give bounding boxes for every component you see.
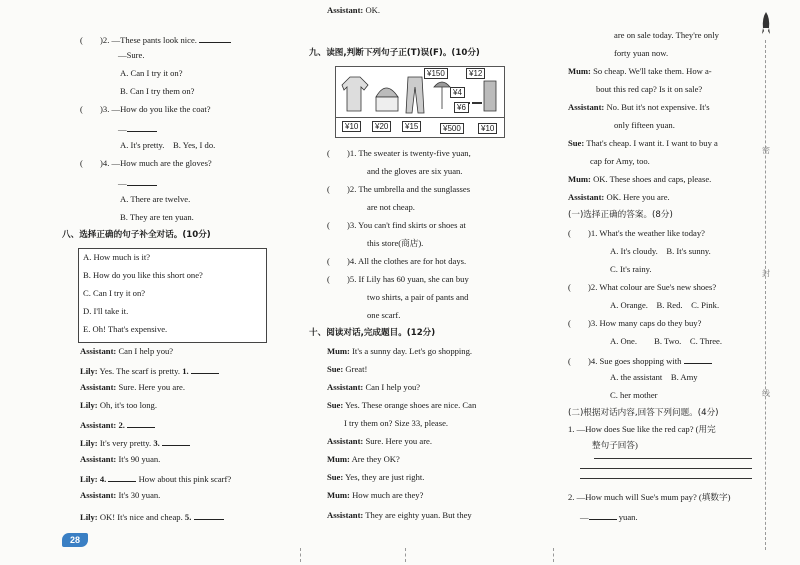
tf-q3: ( )3. You can't find skirts or shoes at xyxy=(327,220,466,230)
reading-line: Mum: So cheap. We'll take them. How a- xyxy=(568,66,712,76)
answer-line[interactable] xyxy=(594,458,752,459)
answer-blank[interactable] xyxy=(684,354,712,364)
q2-response: —Sure. xyxy=(118,50,145,60)
section-10-heading: 十、阅读对话,完成题目。(12分) xyxy=(309,328,436,338)
dialog-line: Assistant: Can I help you? xyxy=(80,346,174,356)
dialog-line: Assistant: OK. xyxy=(327,5,381,15)
q4-response: — xyxy=(118,176,157,189)
reading-line-cont: forty yuan now. xyxy=(614,48,669,58)
price-tag: ¥10 xyxy=(342,121,361,132)
reading-line: Assistant: They are eighty yuan. But they xyxy=(327,510,472,520)
q4-line: ( )4. —How much are the gloves? xyxy=(80,158,212,168)
tf-q1: ( )1. The sweater is twenty-five yuan, xyxy=(327,148,471,158)
dialog-line: Assistant: 2. xyxy=(80,418,155,431)
fold-mark xyxy=(553,548,554,562)
q4-option-a: A. There are twelve. xyxy=(120,194,191,204)
reading-line: Assistant: No. But it's not expensive. It's xyxy=(568,102,710,112)
page-number: 28 xyxy=(62,533,88,547)
q2-option-a: A. Can I try it on? xyxy=(120,68,183,78)
reading-line-cont: are on sale today. They're only xyxy=(614,30,719,40)
reading-line: Mum: It's a sunny day. Let's go shopping. xyxy=(327,346,473,356)
reading-line: Mum: Are they OK? xyxy=(327,454,400,464)
answer-blank-2[interactable] xyxy=(127,418,155,428)
fold-mark xyxy=(405,548,406,562)
price-tag: ¥500 xyxy=(440,123,464,134)
q3-response: — xyxy=(118,122,157,135)
tf-q5-cont: two shirts, a pair of pants and xyxy=(367,292,469,302)
tf-q5: ( )5. If Lily has 60 yuan, she can buy xyxy=(327,274,469,284)
subsection-1-heading: (一)选择正确的答案。(8分) xyxy=(568,210,673,220)
sweater-icon xyxy=(342,77,368,111)
price-tag: ¥6 xyxy=(454,102,469,113)
price-tag: ¥10 xyxy=(478,123,497,134)
mc-q2-options: A. Orange. B. Red. C. Pink. xyxy=(610,300,720,310)
binding-line xyxy=(765,40,766,550)
answer-blank[interactable] xyxy=(199,33,231,43)
q2-line xyxy=(80,33,231,46)
reading-line: Assistant: Sure. Here you are. xyxy=(327,436,433,446)
answer-blank-5[interactable] xyxy=(194,510,224,520)
cap-icon xyxy=(376,88,398,97)
tf-q1-cont: and the gloves are six yuan. xyxy=(367,166,463,176)
mc-q4-option-c: C. her mother xyxy=(610,390,658,400)
rocket-icon xyxy=(762,12,770,38)
mc-q1: ( )1. What's the weather like today? xyxy=(568,228,705,238)
option-c: C. Can I try it on? xyxy=(83,288,146,298)
dialog-line: Lily: It's very pretty. 3. xyxy=(80,436,190,449)
dialog-line: Assistant: Sure. Here you are. xyxy=(80,382,186,392)
dialog-line: Lily: Oh, it's too long. xyxy=(80,400,157,410)
reading-line-cont: bout this red cap? Is it on sale? xyxy=(596,84,703,94)
qa-q2-answer: — yuan. xyxy=(580,512,638,522)
price-tag: ¥15 xyxy=(402,121,421,132)
option-e: E. Oh! That's expensive. xyxy=(83,324,168,334)
reading-line: Sue: Great! xyxy=(327,364,368,374)
reading-line: Assistant: Can I help you? xyxy=(327,382,421,392)
store-shelf-illustration xyxy=(335,66,505,138)
price-tag: ¥4 xyxy=(450,87,465,98)
reading-line-cont: I try them on? Size 33, please. xyxy=(344,418,449,428)
option-a: A. How much is it? xyxy=(83,252,151,262)
reading-line: Assistant: OK. Here you are. xyxy=(568,192,670,202)
dialog-line: Assistant: It's 90 yuan. xyxy=(80,454,161,464)
dialog-line: Lily: 4. How about this pink scarf? xyxy=(80,474,232,484)
price-tag: ¥12 xyxy=(466,68,485,79)
reading-line: Mum: How much are they? xyxy=(327,490,424,500)
mc-q3: ( )3. How many caps do they buy? xyxy=(568,318,702,328)
binding-label: 线 xyxy=(762,389,770,398)
umbrella-icon xyxy=(434,82,450,109)
answer-blank-3[interactable] xyxy=(162,436,190,446)
dialog-line: Assistant: It's 30 yuan. xyxy=(80,490,161,500)
q3-line: ( )3. —How do you like the coat? xyxy=(80,104,211,114)
answer-blank-1[interactable] xyxy=(191,364,219,374)
qa-q1-cont: 整句子回答) xyxy=(592,440,638,450)
q4-option-b: B. They are ten yuan. xyxy=(120,212,194,222)
reading-line-cont: only fifteen yuan. xyxy=(614,120,675,130)
qa-q1: 1. —How does Sue like the red cap? (用完 xyxy=(568,424,716,434)
section-8-heading: 八、选择正确的句子补全对话。(10分) xyxy=(62,230,211,240)
dialog-line: Lily: OK! It's nice and cheap. 5. xyxy=(80,510,224,523)
answer-blank[interactable] xyxy=(127,122,157,132)
mc-q1-options: A. It's cloudy. B. It's sunny. xyxy=(610,246,711,256)
answer-line[interactable] xyxy=(580,478,752,479)
answer-blank-4[interactable] xyxy=(108,472,136,482)
tf-q4: ( )4. All the clothes are for hot days. xyxy=(327,256,467,266)
fold-mark xyxy=(300,548,301,562)
binding-label: 密 xyxy=(762,146,770,155)
reading-line: Mum: OK. These shoes and caps, please. xyxy=(568,174,712,184)
price-tag: ¥20 xyxy=(372,121,391,132)
mc-q4-options: A. the assistant B. Amy xyxy=(610,372,698,382)
mc-q3-options: A. One. B. Two. C. Three. xyxy=(610,336,722,346)
option-d: D. I'll take it. xyxy=(83,306,129,316)
reading-line: Sue: Yes, they are just right. xyxy=(327,472,425,482)
tf-q5-cont2: one scarf. xyxy=(367,310,401,320)
mc-q1-option-c: C. It's rainy. xyxy=(610,264,652,274)
answer-blank[interactable] xyxy=(589,510,617,520)
pants-icon xyxy=(406,77,424,113)
options-box xyxy=(78,248,267,343)
q2-option-b: B. Can I try them on? xyxy=(120,86,195,96)
dialog-line: Lily: Yes. The scarf is pretty. 1. xyxy=(80,364,219,377)
reading-line: Sue: Yes. These orange shoes are nice. Can xyxy=(327,400,477,410)
tf-q2: ( )2. The umbrella and the sunglasses xyxy=(327,184,471,194)
scarf-icon xyxy=(484,81,496,111)
answer-blank[interactable] xyxy=(127,176,157,186)
reading-line: Sue: That's cheap. I want it. I want to buy a xyxy=(568,138,718,148)
qa-q2: 2. —How much will Sue's mum pay? (填数字) xyxy=(568,492,731,502)
q3-options: A. It's pretty. B. Yes, I do. xyxy=(120,140,216,150)
answer-line[interactable] xyxy=(580,468,752,469)
mc-q4: ( )4. Sue goes shopping with xyxy=(568,354,712,367)
section-9-heading: 九、读图,判断下列句子正(T)误(F)。(10分) xyxy=(309,48,480,58)
shirt-icon xyxy=(376,97,398,111)
tf-q2-cont: are not cheap. xyxy=(367,202,415,212)
option-b: B. How do you like this short one? xyxy=(83,270,203,280)
q2-text: ( )2. —These pants look nice. xyxy=(80,35,197,45)
tf-q3-cont: this store(商店). xyxy=(367,238,424,248)
reading-line-cont: cap for Amy, too. xyxy=(590,156,650,166)
subsection-2-heading: (二)根据对话内容,回答下列问题。(4分) xyxy=(568,408,719,418)
price-tag: ¥150 xyxy=(424,68,448,79)
mc-q2: ( )2. What colour are Sue's new shoes? xyxy=(568,282,717,292)
binding-label: 封 xyxy=(762,269,770,278)
